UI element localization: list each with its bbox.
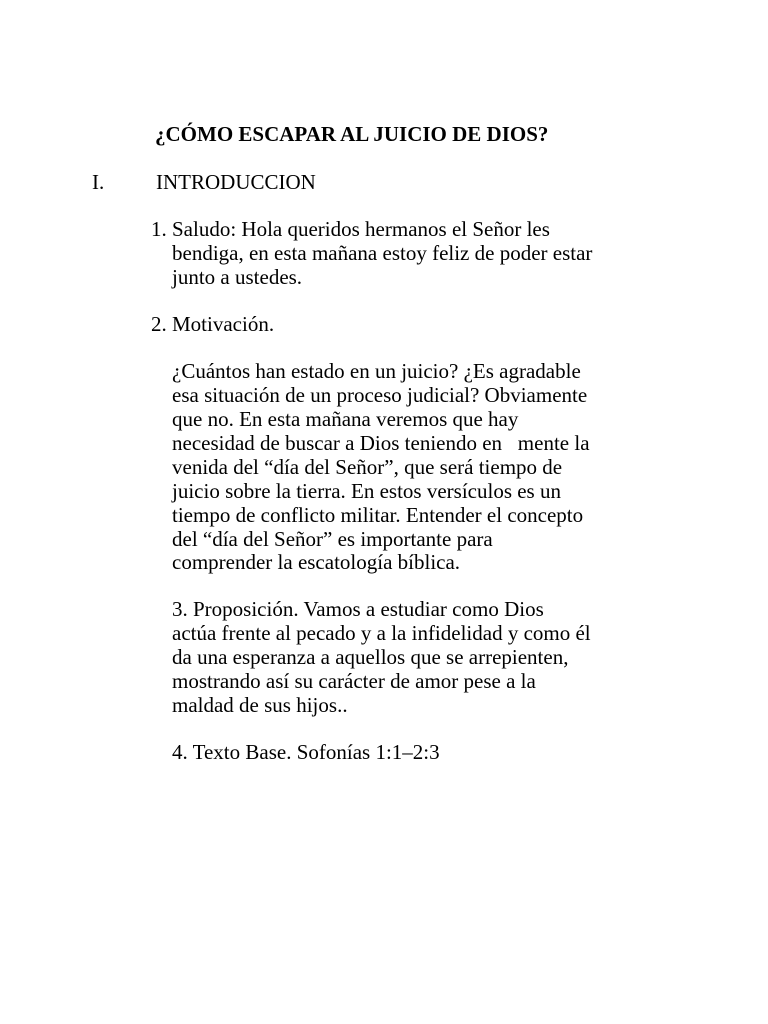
- item-proposicion-line: 3. Proposición. Vamos a estudiar como Dios: [172, 597, 544, 621]
- item-motivacion-line: venida del “día del Señor”, que será tiempo de: [172, 455, 563, 479]
- item-proposicion-line: mostrando así su carácter de amor pese a la: [172, 669, 536, 693]
- item-saludo-line: 1. Saludo: Hola queridos hermanos el Señor les: [151, 217, 550, 241]
- item-proposicion-line: da una esperanza a aquellos que se arrepienten,: [172, 645, 569, 669]
- item-motivacion-line: ¿Cuántos han estado en un juicio? ¿Es agradable: [172, 359, 581, 383]
- item-proposicion-line: maldad de sus hijos..: [172, 693, 348, 717]
- document-title: ¿CÓMO ESCAPAR AL JUICIO DE DIOS?: [155, 122, 549, 146]
- item-texto-base: 4. Texto Base. Sofonías 1:1–2:3: [172, 740, 440, 764]
- item-saludo-line: junto a ustedes.: [172, 265, 303, 289]
- item-motivacion-line: juicio sobre la tierra. En estos versículos es un: [172, 479, 561, 503]
- item-motivacion-heading: 2. Motivación.: [151, 312, 275, 336]
- item-motivacion-line: necesidad de buscar a Dios teniendo en mente la: [172, 431, 590, 455]
- item-motivacion-line: esa situación de un proceso judicial? Obviamente: [172, 383, 588, 407]
- item-proposicion-line: actúa frente al pecado y a la infidelidad y como él: [172, 621, 591, 645]
- item-saludo-line: bendiga, en esta mañana estoy feliz de poder estar: [172, 241, 593, 265]
- section-heading: INTRODUCCION: [156, 170, 316, 194]
- item-motivacion-line: que no. En esta mañana veremos que hay: [172, 407, 519, 431]
- section-number: I.: [92, 170, 105, 194]
- item-motivacion-line: del “día del Señor” es importante para: [172, 527, 493, 551]
- item-motivacion-line: comprender la escatología bíblica.: [172, 550, 461, 574]
- item-motivacion-line: tiempo de conflicto militar. Entender el concepto: [172, 503, 584, 527]
